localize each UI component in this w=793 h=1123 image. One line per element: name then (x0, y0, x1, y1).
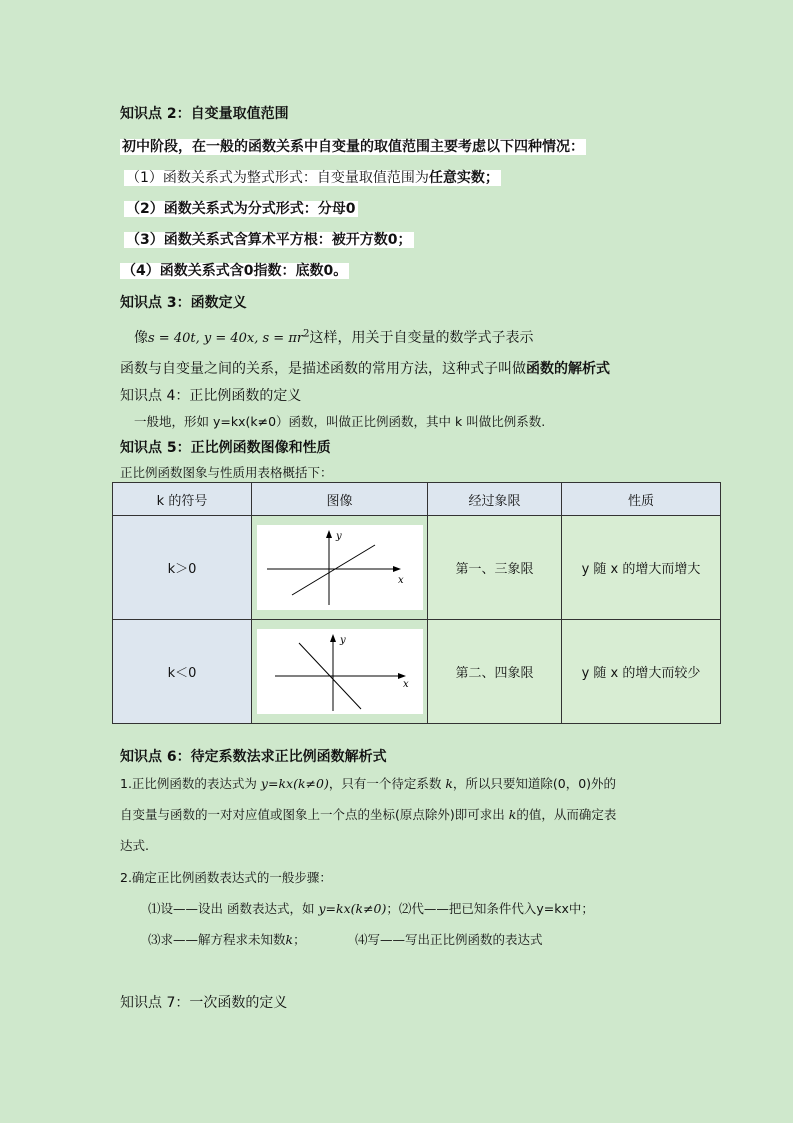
y-axis-label: y (335, 531, 342, 542)
x-axis-label: x (397, 575, 404, 586)
table-row (113, 516, 721, 620)
table-header-row (113, 483, 721, 516)
case-text: 函数关系式含 (159, 263, 244, 279)
case-text: 指数：底数 (253, 263, 324, 279)
kp2-case-2 (124, 198, 358, 218)
kp6-text: ，所以只要知道除(0，0)外的 (452, 776, 617, 791)
kp3-text: 这样，用关于自变量的数学式子表示 (309, 330, 534, 346)
k-negative: k＜0 (113, 620, 252, 724)
case-text: 函数关系式为整式形式：自变量取值范围为 (162, 170, 429, 186)
x-axis-label: x (402, 679, 409, 690)
kp6-step-1-2 (148, 899, 594, 917)
table-row (113, 620, 721, 724)
kp4-title: 知识点 4：正比例函数的定义 (120, 388, 302, 404)
property-positive: y 随 x 的增大而增大 (562, 516, 721, 620)
graph-decreasing (257, 629, 423, 714)
case-text: 函数关系式含算术平方根：被开方数 (163, 232, 388, 248)
case-zero: 0 (243, 263, 254, 279)
graph-cell (252, 516, 428, 620)
case-answer: 任意实数； (428, 170, 499, 186)
kp6-title: 知识点 6：待定系数法求正比例函数解析式 (120, 749, 387, 765)
kp6-text: ，只有一个待定系数 (328, 776, 446, 791)
quadrants-positive: 第一、三象限 (428, 516, 562, 620)
kp2-case-3 (124, 229, 414, 249)
kp6-variable: k (508, 807, 517, 822)
properties-table (112, 482, 721, 724)
y-axis-arrow (326, 530, 332, 538)
y-axis-label: y (339, 635, 346, 646)
y-axis-arrow (330, 634, 336, 642)
case-label: （4） (122, 263, 160, 279)
kp2-title: 知识点 2：自变量取值范围 (120, 106, 289, 122)
kp2-intro (120, 136, 586, 156)
graph-cell (252, 620, 428, 724)
kp6-step-4: ⑷写——写出正比例函数的表达式 (355, 932, 543, 947)
graph-increasing (257, 525, 423, 610)
kp5-caption: 正比例函数图象与性质用表格概括下： (120, 465, 333, 480)
case-answer: 0。 (323, 263, 348, 279)
kp2-intro-text: 初中阶段，在一般的函数关系中自变量的取值范围主要考虑以下四种情况： (122, 139, 584, 155)
kp3-term: 函数的解析式 (526, 361, 610, 377)
header-k-sign: k 的符号 (113, 483, 252, 516)
kp3-formula: s = 40t, y = 40x, s = πr (148, 331, 304, 346)
kp6-variable: k (445, 776, 453, 791)
kp3-formula-exponent: 2 (303, 328, 310, 340)
kp3-text: 函数与自变量之间的关系，是描述函数的常用方法，这种式子叫做 (120, 361, 526, 377)
case-answer: 0； (387, 232, 412, 248)
header-graph: 图像 (252, 483, 428, 516)
kp4-definition: 一般地，形如 y=kx(k≠0）函数，叫做正比例函数，其中 k 叫做比例系数. (134, 414, 546, 429)
kp6-step-3 (148, 930, 306, 948)
kp3-line-1 (134, 327, 533, 347)
kp6-text: ⑴设——设出 函数表达式，如 (148, 901, 319, 916)
case-label: （3） (126, 232, 164, 248)
case-answer: 0 (345, 201, 356, 217)
kp2-case-4 (120, 260, 349, 280)
kp3-text: 像 (134, 330, 148, 346)
line-positive-slope (292, 545, 375, 595)
kp7-title: 知识点 7：一次函数的定义 (120, 995, 288, 1011)
kp3-line-2 (120, 358, 610, 378)
kp6-text: ； (293, 932, 306, 947)
kp6-text: ⑶求——解方程求未知数 (148, 932, 286, 947)
quadrants-negative: 第二、四象限 (428, 620, 562, 724)
x-axis-arrow (393, 566, 401, 572)
kp6-steps-heading: 2.确定正比例函数表达式的一般步骤： (120, 870, 332, 885)
case-label: （1） (126, 170, 163, 186)
property-negative: y 随 x 的增大而较少 (562, 620, 721, 724)
kp5-title: 知识点 5：正比例函数图像和性质 (120, 440, 331, 456)
kp6-variable: k (285, 932, 294, 947)
kp6-paragraph-1 (120, 774, 616, 792)
kp6-formula: y=kx(k≠0) (260, 776, 329, 791)
kp6-paragraph-3: 达式. (120, 838, 149, 853)
kp3-title: 知识点 3：函数定义 (120, 295, 247, 311)
header-quadrants: 经过象限 (428, 483, 562, 516)
header-property: 性质 (562, 483, 721, 516)
case-text: 函数关系式为分式形式：分母 (163, 201, 346, 217)
kp6-text: ；⑵代——把已知条件代入y=kx中； (386, 901, 594, 916)
kp2-case-1 (124, 167, 501, 187)
kp6-text: 1.正比例函数的表达式为 (120, 776, 261, 791)
kp6-paragraph-2 (120, 805, 616, 823)
kp6-text: 自变量与函数的一对对应值或图象上一个点的坐标(原点除外)即可求出 (120, 807, 509, 822)
k-positive: k＞0 (113, 516, 252, 620)
case-label: （2） (126, 201, 164, 217)
kp6-formula: y=kx(k≠0) (318, 901, 387, 916)
kp6-text: 的值，从而确定表 (516, 807, 617, 822)
